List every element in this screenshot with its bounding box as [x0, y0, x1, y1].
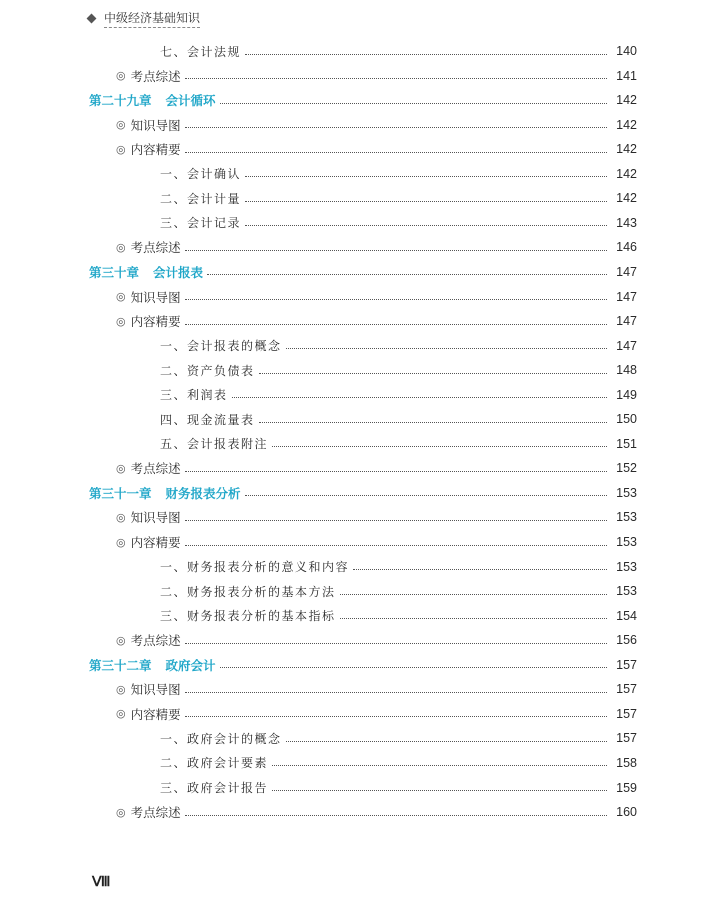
chapter-title: 会计报表: [153, 264, 204, 280]
toc-page-number: 159: [616, 780, 637, 795]
dot-leader: [185, 78, 607, 79]
toc-page-number: 150: [616, 412, 637, 427]
circle-bullet-icon: ◎: [116, 118, 126, 132]
toc-entry-label: [89, 484, 241, 502]
toc-section-entry[interactable]: [116, 677, 637, 701]
toc-page-number: 149: [616, 387, 637, 402]
toc-subsection-entry[interactable]: [160, 39, 637, 63]
toc-page-number: 153: [616, 510, 637, 525]
circle-bullet-icon: ◎: [116, 510, 126, 524]
toc-subsection-entry[interactable]: [160, 604, 637, 628]
dot-leader: [245, 176, 607, 177]
circle-bullet-icon: ◎: [116, 240, 126, 254]
toc-chapter-entry[interactable]: [89, 653, 637, 677]
toc-page-number: 153: [616, 584, 637, 599]
toc-page-number: 146: [616, 240, 637, 255]
toc-page-number: 140: [616, 44, 637, 58]
dot-leader: [185, 692, 607, 693]
toc-entry-label: 二、财务报表分析的基本方法: [160, 584, 336, 599]
toc-section-entry[interactable]: [116, 456, 637, 480]
dot-leader: [259, 422, 607, 423]
toc-subsection-entry[interactable]: [160, 358, 637, 382]
toc-page-number: 152: [616, 461, 637, 476]
toc-page-number: 157: [616, 682, 637, 697]
toc-page-number: 142: [616, 93, 637, 108]
toc-page-number: 153: [616, 535, 637, 549]
toc-entry-label: 三、政府会计报告: [160, 781, 269, 795]
toc-page-number: 147: [616, 338, 637, 353]
toc-entry-label: 五、会计报表附注: [160, 437, 269, 452]
toc-entry-label: 考点综述: [130, 633, 181, 649]
toc-chapter-entry[interactable]: [89, 260, 637, 284]
toc-chapter-entry[interactable]: [89, 481, 637, 505]
dot-leader: [340, 618, 607, 619]
toc-page-number: 151: [616, 436, 637, 451]
toc-entry-label: 三、财务报表分析的基本指标: [160, 609, 336, 624]
dot-leader: [272, 446, 607, 447]
chapter-number: 第三十章: [89, 264, 140, 280]
toc-entry-label: 知识导图: [130, 289, 181, 305]
toc-page-number: 143: [616, 215, 637, 230]
toc-section-entry[interactable]: [116, 702, 637, 726]
dot-leader: [185, 643, 607, 644]
toc-page-number: 158: [616, 755, 637, 770]
toc-subsection-entry[interactable]: [160, 776, 637, 800]
toc-chapter-entry[interactable]: [89, 88, 637, 112]
running-header: [88, 9, 200, 28]
toc-entry-label: 知识导图: [130, 510, 181, 526]
toc-subsection-entry[interactable]: [160, 555, 637, 579]
dot-leader: [245, 54, 607, 55]
toc-section-entry[interactable]: [116, 64, 637, 88]
dot-leader: [245, 495, 607, 496]
toc-subsection-entry[interactable]: [160, 407, 637, 431]
toc-entry-label: 一、会计确认: [160, 167, 242, 182]
toc-subsection-entry[interactable]: [160, 432, 637, 456]
toc-subsection-entry[interactable]: [160, 579, 637, 603]
toc-page-number: 157: [616, 706, 637, 721]
toc-section-entry[interactable]: [116, 800, 637, 824]
circle-bullet-icon: ◎: [116, 682, 126, 696]
toc-entry-label: 考点综述: [130, 240, 181, 256]
toc-page-number: 157: [616, 657, 637, 672]
toc-subsection-entry[interactable]: [160, 162, 637, 186]
toc-subsection-entry[interactable]: [160, 383, 637, 407]
diamond-icon: [87, 14, 97, 24]
toc-subsection-entry[interactable]: [160, 186, 637, 210]
circle-bullet-icon: ◎: [116, 461, 126, 475]
toc-entry-label: 内容精要: [130, 706, 181, 722]
dot-leader: [259, 373, 607, 374]
toc-entry-label: 考点综述: [130, 461, 181, 477]
dot-leader: [245, 225, 607, 226]
toc-page-number: 157: [616, 731, 637, 746]
toc-subsection-entry[interactable]: [160, 751, 637, 775]
circle-bullet-icon: ◎: [116, 535, 126, 549]
circle-bullet-icon: ◎: [116, 707, 126, 721]
toc-entry-label: 内容精要: [130, 142, 181, 158]
dot-leader: [185, 152, 607, 153]
toc-section-entry[interactable]: [116, 137, 637, 161]
toc-subsection-entry[interactable]: [160, 726, 637, 750]
toc-entry-label: 一、政府会计的概念: [160, 731, 282, 746]
toc-entry-label: 一、会计报表的概念: [160, 339, 282, 354]
toc-page-number: 142: [616, 191, 637, 206]
toc-entry-label: 二、会计计量: [160, 191, 242, 206]
toc-entry-label: 三、利润表: [160, 388, 228, 403]
dot-leader: [185, 299, 607, 300]
page-number: Ⅷ: [92, 875, 110, 890]
toc-page-number: 142: [616, 166, 637, 181]
dot-leader: [185, 545, 607, 546]
toc-page-number: 147: [616, 289, 637, 304]
chapter-number: 第二十九章: [89, 93, 152, 109]
toc-entry-label: 知识导图: [130, 682, 181, 698]
circle-bullet-icon: ◎: [116, 805, 126, 819]
toc-subsection-entry[interactable]: [160, 334, 637, 358]
toc-page-number: 141: [616, 68, 637, 83]
toc-page-number: 147: [616, 314, 637, 329]
dot-leader: [185, 520, 607, 521]
toc-page-number: 147: [616, 264, 637, 279]
dot-leader: [272, 765, 607, 766]
toc-section-entry[interactable]: [116, 285, 637, 309]
toc-section-entry[interactable]: [116, 235, 637, 259]
toc-entry-label: 四、现金流量表: [160, 412, 255, 427]
dot-leader: [340, 594, 607, 595]
circle-bullet-icon: ◎: [116, 633, 126, 647]
dot-leader: [207, 274, 607, 275]
toc-page-number: 160: [616, 805, 637, 820]
chapter-title: 会计循环: [165, 93, 216, 109]
toc-entry-label: 一、财务报表分析的意义和内容: [160, 560, 350, 575]
circle-bullet-icon: ◎: [116, 314, 126, 328]
toc-page-number: 154: [616, 608, 637, 623]
dot-leader: [220, 103, 607, 104]
toc-section-entry[interactable]: [116, 530, 637, 554]
toc-entry-label: 知识导图: [130, 117, 181, 133]
dot-leader: [286, 348, 607, 349]
dot-leader: [185, 815, 607, 816]
chapter-title: 政府会计: [165, 657, 216, 673]
toc-entry-label: 内容精要: [130, 314, 181, 330]
toc-entry-label: [89, 91, 216, 109]
dot-leader: [286, 741, 607, 742]
chapter-number: 第三十二章: [89, 657, 152, 673]
dot-leader: [353, 569, 607, 570]
toc-entry-label: 内容精要: [130, 535, 181, 550]
toc-entry-label: 二、政府会计要素: [160, 756, 269, 771]
toc-entry-label: [89, 263, 203, 281]
toc-page-number: 142: [616, 117, 637, 132]
circle-bullet-icon: ◎: [116, 142, 126, 156]
book-title: 中级经济基础知识: [104, 9, 200, 28]
dot-leader: [185, 716, 607, 717]
toc-entry-label: [89, 656, 216, 674]
toc-entry-label: 考点综述: [130, 68, 181, 84]
toc-subsection-entry[interactable]: [160, 211, 637, 235]
chapter-number: 第三十一章: [89, 485, 152, 501]
dot-leader: [220, 667, 607, 668]
toc-page-number: 153: [616, 485, 637, 500]
dot-leader: [185, 250, 607, 251]
dot-leader: [185, 324, 607, 325]
dot-leader: [245, 201, 607, 202]
toc-section-entry[interactable]: [116, 113, 637, 137]
toc-section-entry[interactable]: [116, 505, 637, 529]
dot-leader: [185, 471, 607, 472]
dot-leader: [232, 397, 607, 398]
toc-page-number: 153: [616, 559, 637, 574]
toc-section-entry[interactable]: [116, 309, 637, 333]
toc-page-number: 142: [616, 142, 637, 157]
toc-section-entry[interactable]: [116, 628, 637, 652]
dot-leader: [272, 790, 607, 791]
toc-entry-label: 七、会计法规: [160, 44, 242, 59]
dot-leader: [185, 127, 607, 128]
toc-entry-label: 三、会计记录: [160, 216, 242, 231]
toc-page-number: 148: [616, 363, 637, 378]
chapter-title: 财务报表分析: [165, 485, 241, 501]
toc-entry-label: 二、资产负债表: [160, 363, 255, 378]
toc-entry-label: 考点综述: [130, 805, 181, 821]
toc-page-number: 156: [616, 633, 637, 648]
circle-bullet-icon: ◎: [116, 69, 126, 83]
circle-bullet-icon: ◎: [116, 290, 126, 303]
